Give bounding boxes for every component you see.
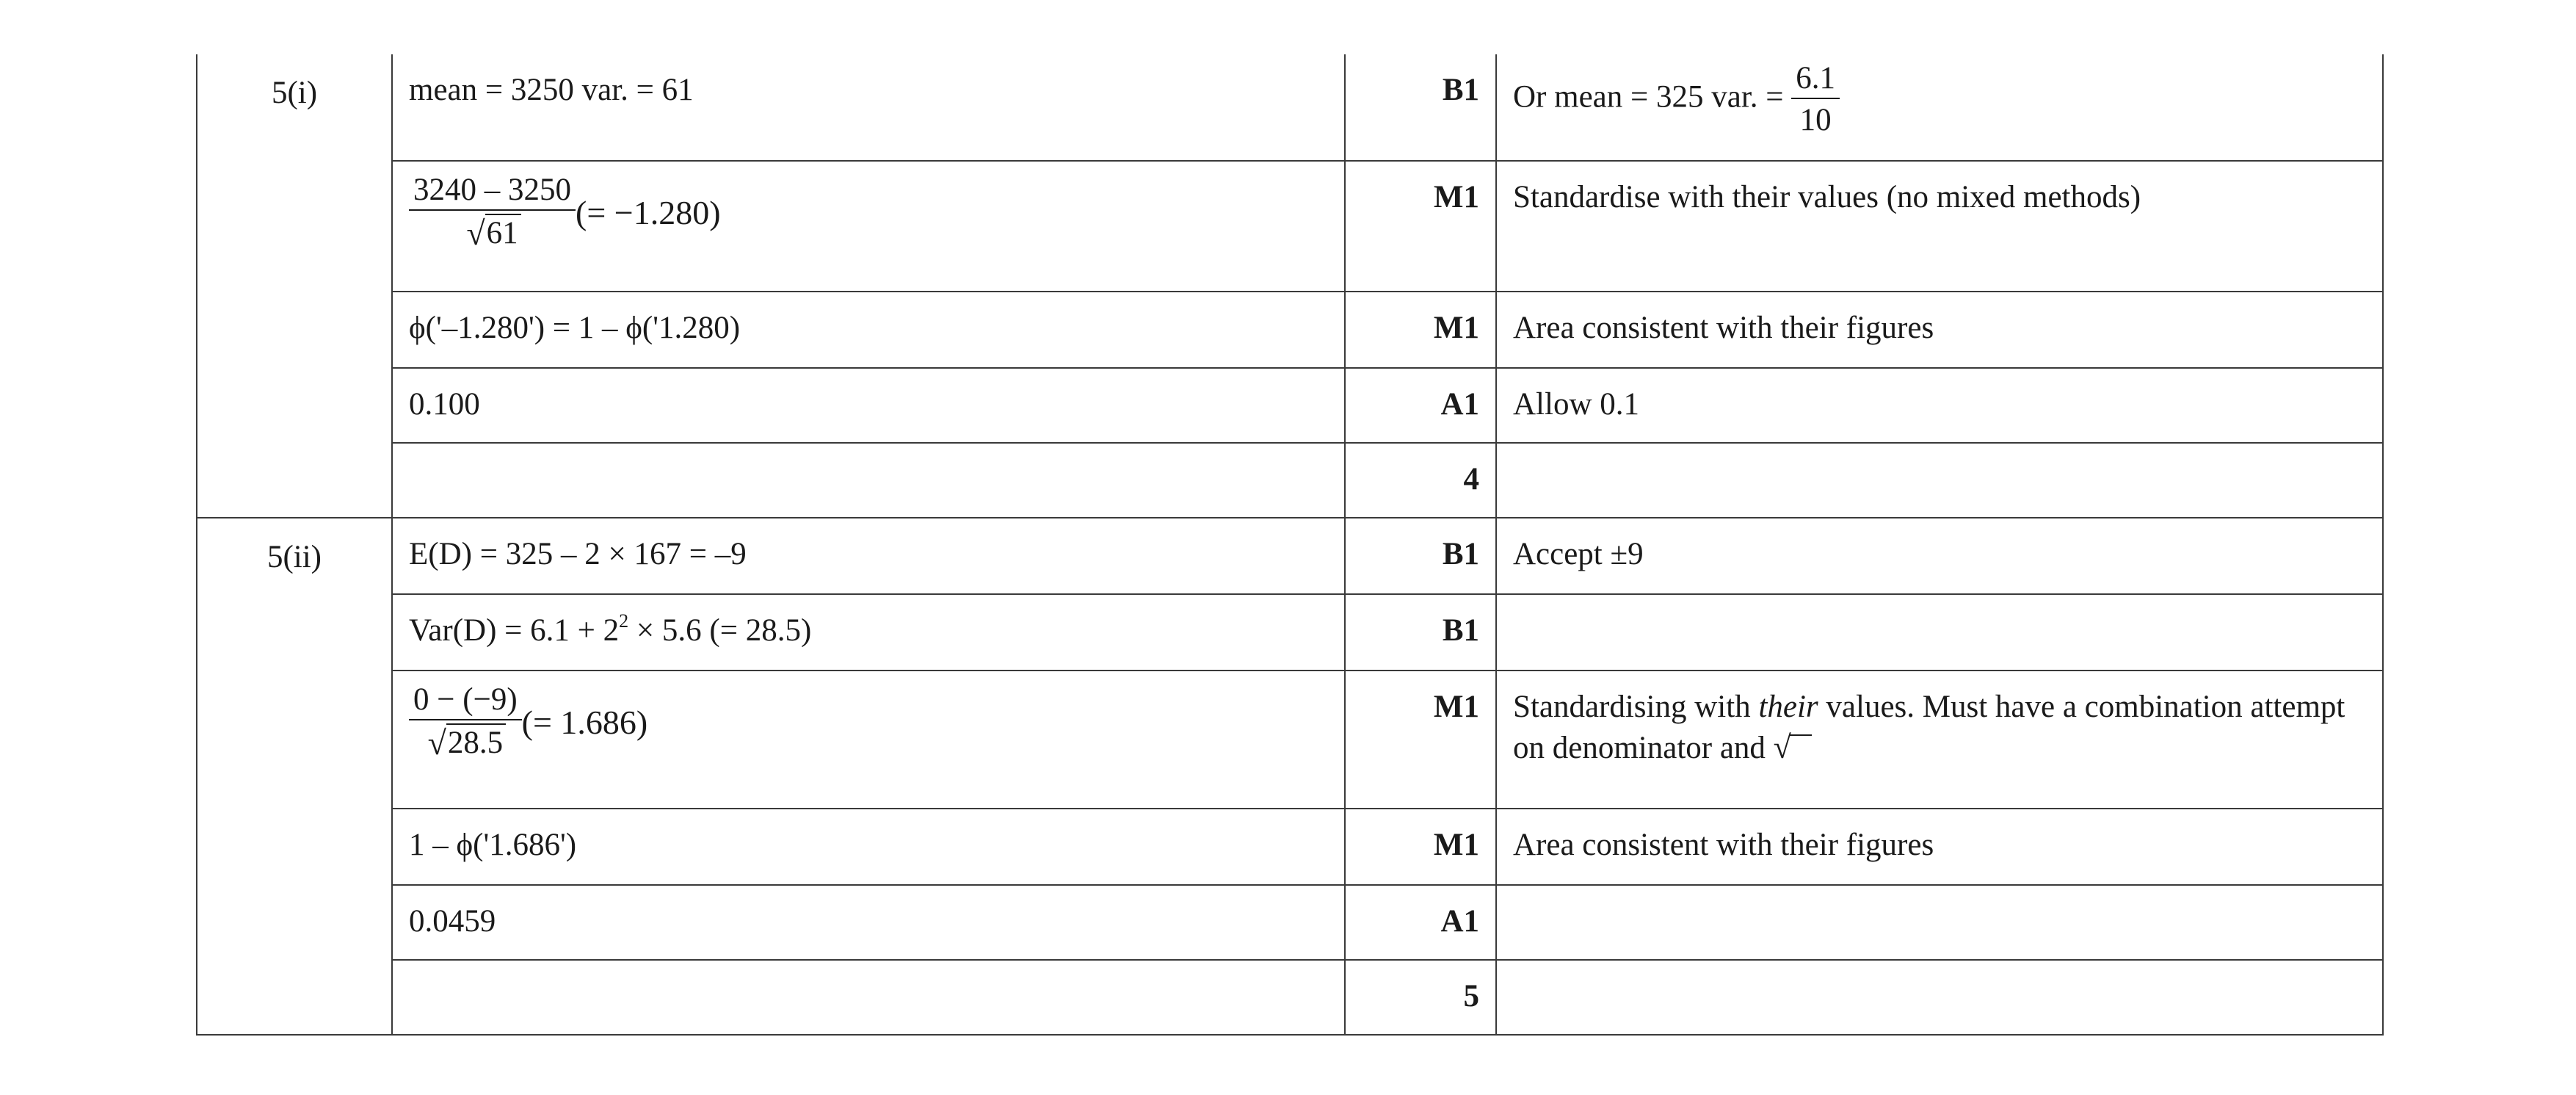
answer-cell: E(D) = 325 – 2 × 167 = –9: [392, 518, 1345, 594]
table-row: [197, 518, 2383, 594]
expression-value: (= −1.280): [576, 193, 721, 231]
fraction-denominator: [409, 211, 576, 253]
fraction-denominator: [409, 720, 522, 763]
mark-cell: B1: [1345, 594, 1496, 671]
fraction: [409, 172, 576, 253]
fraction-denominator: 10: [1799, 103, 1832, 138]
expression-value: (= 1.686): [521, 703, 648, 741]
fraction: [409, 682, 522, 763]
answer-text: × 5.6 (= 28.5): [628, 613, 812, 648]
table-row: [197, 161, 2383, 292]
radicand: 61: [485, 214, 521, 251]
guidance-cell: Allow 0.1: [1496, 368, 2383, 443]
answer-cell: 1 – ϕ('1.686'): [392, 809, 1345, 885]
guidance-text: values. Must have a combination attempt on denominator and: [1513, 690, 2345, 765]
guidance-cell: [1496, 443, 2383, 518]
table-row: [197, 368, 2383, 443]
mark-cell: M1: [1345, 161, 1496, 292]
guidance-cell: [1496, 54, 2383, 161]
fraction-numerator: 3240 – 3250: [409, 172, 576, 211]
table-row: [197, 885, 2383, 960]
answer-cell: [392, 671, 1345, 809]
total-mark-cell: 4: [1345, 443, 1496, 518]
guidance-cell: Standardise with their values (no mixed methods): [1496, 161, 2383, 292]
mark-scheme-table: [196, 54, 2384, 1036]
mark-cell: B1: [1345, 54, 1496, 161]
square-root: √28.5: [425, 723, 507, 763]
answer-cell: mean = 3250 var. = 61: [392, 54, 1345, 161]
question-number: 5(i): [197, 54, 392, 518]
table-row: [197, 594, 2383, 671]
guidance-cell: Accept ±9: [1496, 518, 2383, 594]
table-row: [197, 671, 2383, 809]
guidance-cell: [1496, 960, 2383, 1035]
guidance-cell: [1496, 885, 2383, 960]
table-row: [197, 292, 2383, 368]
guidance-text: Standardising with: [1513, 690, 1759, 724]
mark-cell: M1: [1345, 292, 1496, 368]
fraction-numerator: 6.1: [1791, 60, 1840, 99]
answer-cell: [392, 161, 1345, 292]
superscript: 2: [619, 610, 629, 632]
mark-cell: A1: [1345, 885, 1496, 960]
mark-cell: M1: [1345, 809, 1496, 885]
guidance-cell: [1496, 671, 2383, 809]
table-row: [197, 809, 2383, 885]
fraction-numerator: 0 − (−9): [409, 682, 522, 720]
square-root-symbol-icon: √: [1774, 727, 1812, 767]
mark-cell: A1: [1345, 368, 1496, 443]
answer-cell: [392, 443, 1345, 518]
guidance-emphasis: their: [1758, 690, 1818, 724]
answer-cell: 0.100: [392, 368, 1345, 443]
guidance-cell: [1496, 594, 2383, 671]
answer-cell: 0.0459: [392, 885, 1345, 960]
guidance-text: Or mean = 325 var. =: [1513, 79, 1784, 115]
guidance-cell: Area consistent with their figures: [1496, 292, 2383, 368]
square-root: √61: [463, 214, 520, 253]
fraction: [1791, 60, 1840, 139]
radicand: 28.5: [446, 723, 506, 761]
answer-cell: [392, 594, 1345, 671]
table-row: [197, 960, 2383, 1035]
question-number: 5(ii): [197, 518, 392, 1035]
total-mark-cell: 5: [1345, 960, 1496, 1035]
table-row: [197, 443, 2383, 518]
table-row: [197, 54, 2383, 161]
answer-text: Var(D) = 6.1 + 2: [409, 613, 620, 648]
mark-cell: M1: [1345, 671, 1496, 809]
answer-cell: [392, 960, 1345, 1035]
guidance-cell: Area consistent with their figures: [1496, 809, 2383, 885]
mark-cell: B1: [1345, 518, 1496, 594]
answer-cell: ϕ('–1.280') = 1 – ϕ('1.280): [392, 292, 1345, 368]
